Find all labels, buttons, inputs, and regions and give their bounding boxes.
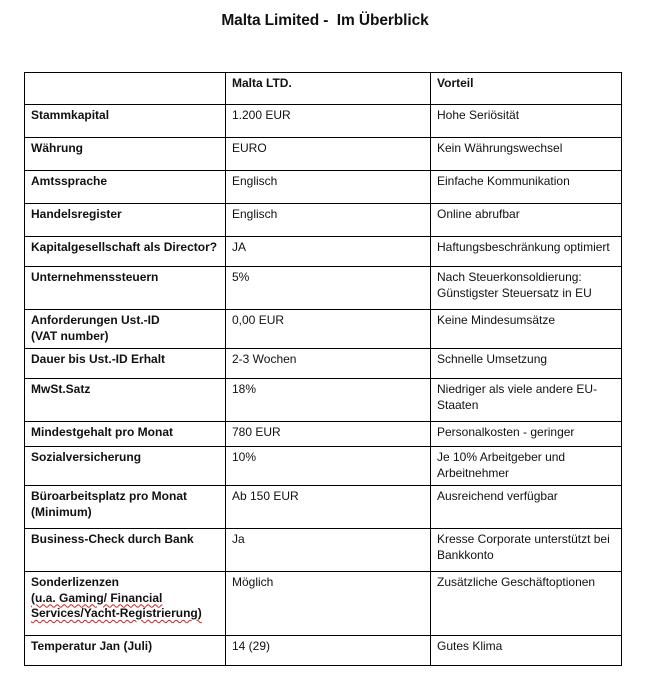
cell-text-line: 14 (29) — [232, 639, 271, 653]
row-label-cell — [25, 486, 226, 529]
table-row — [25, 310, 622, 349]
row-advantage-cell — [431, 422, 622, 447]
table-row — [25, 379, 622, 422]
cell-text-line: Hohe Seriösität — [437, 108, 520, 122]
header-malta-ltd: Malta LTD. — [226, 73, 431, 105]
cell-text-line: Büroarbeitsplatz pro Monat — [31, 489, 188, 503]
cell-text-line: 10% — [232, 450, 257, 464]
table-row — [25, 204, 622, 237]
row-value-cell — [226, 379, 431, 422]
table-row — [25, 447, 622, 486]
row-advantage-cell — [431, 486, 622, 529]
cell-text-line: Kein Währungswechsel — [437, 141, 563, 155]
cell-text-line: Bankkonto — [437, 547, 494, 562]
row-label-cell — [25, 138, 226, 171]
cell-text-line: Sozialversicherung — [31, 450, 142, 464]
row-advantage-cell — [431, 267, 622, 310]
cell-text-line: Nach Steuerkonsoldierung: — [437, 270, 582, 284]
cell-text-line: 18% — [232, 382, 257, 396]
row-label-cell — [25, 310, 226, 349]
cell-text-line: Dauer bis Ust.-ID Erhalt — [31, 352, 166, 366]
cell-text-line: Kresse Corporate unterstützt bei — [437, 532, 610, 546]
row-label-cell — [25, 237, 226, 267]
table-row — [25, 171, 622, 204]
row-label-cell — [25, 422, 226, 447]
row-value-cell — [226, 105, 431, 138]
cell-text-line: JA — [232, 240, 247, 254]
cell-text-line: MwSt.Satz — [31, 382, 91, 396]
cell-text-line: Haftungsbeschränkung optimiert — [437, 240, 610, 254]
cell-text-line: Schnelle Umsetzung — [437, 352, 548, 366]
cell-text-line: (Minimum) — [31, 504, 92, 519]
row-value-cell — [226, 529, 431, 572]
table-row — [25, 237, 622, 267]
table-row — [25, 486, 622, 529]
cell-text-line: Ja — [232, 532, 245, 546]
row-advantage-cell — [431, 138, 622, 171]
row-value-cell — [226, 204, 431, 237]
row-advantage-cell — [431, 379, 622, 422]
cell-text-line: Business-Check durch Bank — [31, 532, 194, 546]
header-vorteil: Vorteil — [431, 73, 622, 105]
cell-text-line: (u.a. Gaming/ Financial — [31, 590, 163, 605]
cell-text-line: Arbeitnehmer — [437, 465, 510, 480]
cell-text-line: Zusätzliche Geschäftoptionen — [437, 575, 596, 589]
cell-text-line: Personalkosten - geringer — [437, 425, 575, 439]
cell-text-line: 780 EUR — [232, 425, 281, 439]
table-header-row — [25, 73, 622, 105]
row-value-cell — [226, 237, 431, 267]
row-label-cell — [25, 105, 226, 138]
page-title: Malta Limited - Im Überblick — [221, 12, 429, 29]
row-label-cell — [25, 379, 226, 422]
cell-text-line: Amtssprache — [31, 174, 108, 188]
table-row — [25, 422, 622, 447]
cell-text-line: Währung — [31, 141, 83, 155]
row-label-cell — [25, 171, 226, 204]
row-label-cell — [25, 204, 226, 237]
table-row — [25, 349, 622, 379]
cell-text-line: Englisch — [232, 174, 278, 188]
cell-text-line: Keine Mindesumsätze — [437, 313, 556, 327]
cell-text-line: 1.200 EUR — [232, 108, 291, 122]
row-label-cell — [25, 267, 226, 310]
cell-text-line: Englisch — [232, 207, 278, 221]
row-value-cell — [226, 636, 431, 666]
row-value-cell — [226, 422, 431, 447]
row-advantage-cell — [431, 171, 622, 204]
cell-text-line: Mindestgehalt pro Monat — [31, 425, 173, 439]
table-row — [25, 105, 622, 138]
row-value-cell — [226, 349, 431, 379]
row-advantage-cell — [431, 636, 622, 666]
cell-text-line: Ausreichend verfügbar — [437, 489, 558, 503]
row-advantage-cell — [431, 237, 622, 267]
row-advantage-cell — [431, 349, 622, 379]
cell-text-line: Niedriger als viele andere EU- — [437, 382, 598, 396]
table-row — [25, 529, 622, 572]
cell-text-line: Ab 150 EUR — [232, 489, 299, 503]
table-row — [25, 572, 622, 636]
cell-text-line: (VAT number) — [31, 328, 109, 343]
cell-text-line: Handelsregister — [31, 207, 122, 221]
row-label-cell — [25, 636, 226, 666]
row-value-cell — [226, 572, 431, 636]
cell-text-line: EURO — [232, 141, 267, 155]
cell-text-line: Stammkapital — [31, 108, 110, 122]
cell-text-line: Einfache Kommunikation — [437, 174, 570, 188]
row-advantage-cell — [431, 204, 622, 237]
cell-text-line: 2-3 Wochen — [232, 352, 297, 366]
row-label-cell — [25, 529, 226, 572]
cell-text-line: Services/Yacht-Registrierung) — [31, 606, 202, 620]
cell-text-line: Online abrufbar — [437, 207, 520, 221]
row-advantage-cell — [431, 572, 622, 636]
cell-text-line: 5% — [232, 270, 250, 284]
row-advantage-cell — [431, 105, 622, 138]
row-label-cell — [25, 349, 226, 379]
cell-text-line: Sonderlizenzen — [31, 575, 120, 589]
table-row — [25, 267, 622, 310]
row-value-cell — [226, 138, 431, 171]
cell-text-line: Günstigster Steuersatz in EU — [437, 285, 592, 300]
row-value-cell — [226, 171, 431, 204]
table-row — [25, 636, 622, 666]
row-value-cell — [226, 447, 431, 486]
cell-text-line: 0,00 EUR — [232, 313, 285, 327]
cell-text-line: Temperatur Jan (Juli) — [31, 639, 153, 653]
row-value-cell — [226, 486, 431, 529]
row-label-cell — [25, 447, 226, 486]
overview-table — [24, 72, 622, 666]
cell-text-line: Je 10% Arbeitgeber und — [437, 450, 566, 464]
row-advantage-cell — [431, 310, 622, 349]
row-advantage-cell — [431, 529, 622, 572]
cell-text-line: Unternehmenssteuern — [31, 270, 159, 284]
cell-text-line: Kapitalgesellschaft als Director? — [31, 240, 218, 254]
cell-text-line: Staaten — [437, 397, 479, 412]
cell-text-line: Anforderungen Ust.-ID — [31, 313, 160, 327]
row-value-cell — [226, 267, 431, 310]
row-label-cell — [25, 572, 226, 636]
cell-text-line: Möglich — [232, 575, 274, 589]
cell-text-line: Gutes Klima — [437, 639, 503, 653]
table-row — [25, 138, 622, 171]
header-empty — [25, 73, 226, 105]
row-advantage-cell — [431, 447, 622, 486]
row-value-cell — [226, 310, 431, 349]
